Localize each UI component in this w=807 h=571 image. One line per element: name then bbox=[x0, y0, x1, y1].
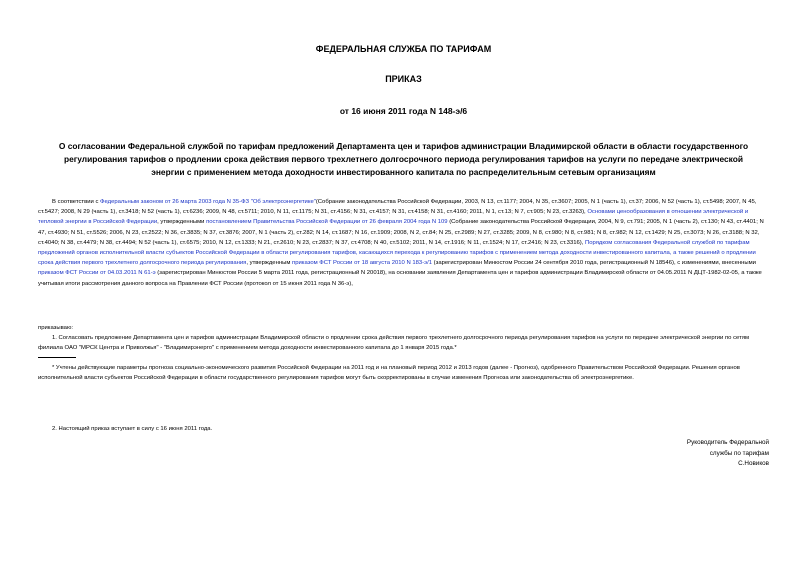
preamble-text-7: (зарегистрирован Минюстом России 5 марта 2011 года, регистрационный N 20018), на основании заявления Департамента цен и тарифов администрации Владимирской области от 04.05.2011 N ДЦТ-1982-02-05, а также учитывая итоги рассмотрения данного вопроса на Правлении ФСТ России (протокол от 15 июня 2011 года N 36-э), bbox=[38, 270, 762, 287]
fst-order-61-link[interactable]: приказом ФСТ России от 04.03.2011 N 61-э bbox=[38, 270, 156, 277]
agency-name: ФЕДЕРАЛЬНАЯ СЛУЖБА ПО ТАРИФАМ bbox=[315, 44, 492, 54]
preamble-text-5: , утвержденным bbox=[246, 260, 293, 267]
government-decree-link[interactable]: постановлением Правительства Российской Федерации от 26 февраля 2004 года N 109 bbox=[206, 219, 448, 226]
order-date-number: от 16 июня 2011 года N 148-э/6 bbox=[339, 106, 468, 116]
preamble-paragraph bbox=[38, 197, 770, 289]
law-link[interactable]: Федеральным законом от 26 марта 2003 года N 35-ФЗ "Об электроэнергетике" bbox=[100, 199, 316, 205]
signature-block bbox=[687, 438, 769, 470]
order-item-2: 2. Настоящий приказ вступает в силу с 16 июня 2011 года. bbox=[52, 426, 213, 432]
footnote-divider bbox=[38, 357, 76, 358]
approval-procedure-link[interactable]: Порядком согласования Федеральной службой по тарифам предложений органов исполнительной власти субъектов Российской Федерации в области регулирования тарифов, касающихся перехода к регулированию тарифов с применением метода доходности инвестированного капитала, а также решений о продлении срока действия первого трехлетнего долгосрочного периода регулирования bbox=[38, 239, 756, 267]
order-item-1: 1. Согласовать предложение Департамента цен и тарифов администрации Владимирской области о продлении срока действия первого трехлетнего долгосрочного периода регулирования тарифов на услуги по передаче электрической энергии по сетям филиала ОАО "МРСК Центра и Приволжья" - "Владимирэнерго" с применением метода доходности инвестированного капитала до 1 января 2015 года.* bbox=[38, 335, 750, 352]
document-type: ПРИКАЗ bbox=[385, 74, 422, 84]
fst-order-183-link[interactable]: приказом ФСТ России от 18 августа 2010 N 183-э/1 bbox=[292, 260, 433, 267]
preamble-text-3: , утвержденными bbox=[157, 219, 207, 226]
pricing-basics-link[interactable]: Основами ценообразования в отношении электрической и тепловой энергии в Российской Федерации bbox=[38, 209, 749, 226]
preamble-text-2: (Собрание законодательства Российской Федерации, 2003, N 13, ст.1177; 2004, N 35, ст.3607; 2005, N 1 (часть 1), ст.37; 2006, N 52 (часть 1), ст.5498; 2007, N 45, ст.5427; 2008, N 29 (часть 1), ст.3418; N 52 (часть 1), ст.6236; 2009, N 48, ст.5711; 2010, N 11, ст.1175; N 31, ст.4156; N 31, ст.4157; N 31, ст.4158; N 31, ст.4160; 2011, N 1, ст.13; N 7, ст.905; N 23, ст.3263), bbox=[38, 199, 757, 216]
order-title: О согласовании Федеральной службой по тарифам предложений Департамента цен и тарифов администрации Владимирской области в области государственного регулирования тарифов о продлении срока действия первого трехлетнего долгосрочного периода регулирования тарифов на услуги по передаче электрической энергии с применением метода доходности инвестированного капитала по распределительным сетевым организациям bbox=[58, 141, 749, 177]
order-keyword: приказываю: bbox=[38, 325, 74, 331]
signature-position: Руководитель Федеральной bbox=[686, 439, 769, 446]
preamble-text-4: (Собрание законодательства Российской Федерации, 2004, N 9, ст.791; 2005, N 1 (часть 2), ст.130; N 43, ст.4401; N 47, ст.4930; N 51, ст.5526; 2006, N 23, ст.2522; N 36, ст.3835; N 37, ст.3876; 2007, N 1 (часть 2), ст.282; N 14, ст.1687; N 16, ст.1909; 2008, N 2, ст.84; N 25, ст.2989; N 27, ст.3285; 2009, N 8, ст.980; N 8, ст.981; N 8, ст.982; N 12, ст.1429; N 25, ст.3073; N 26, ст.3188; N 32, ст.4040; N 38, ст.4479; N 38, ст.4494; N 52 (часть 1), ст.6575; 2010, N 12, ст.1333; N 21, ст.2610; N 23, ст.2837; N 37, ст.4708; N 40, ст.5102; 2011, N 14, ст.1916; N 11, ст.1524; N 17, ст.2416; N 23, ст.3316), bbox=[38, 219, 764, 246]
signature-organization: службы по тарифам bbox=[709, 449, 769, 457]
preamble-text-1: В соответствии с bbox=[52, 199, 101, 205]
signature-name: С.Новиков bbox=[738, 460, 769, 467]
preamble-text-6: (зарегистрирован Минюстом России 24 сентября 2010 года, регистрационный N 18546), с изменениями, внесенными bbox=[432, 260, 756, 267]
footnote: * Учтены действующие параметры прогноза социально-экономического развития Российской Федерации на 2011 год и на плановый период 2012 и 2013 годов (далее - Прогноз), одобренного Правительством Российской Федерации. Решения органов исполнительной власти субъектов Российской Федерации в области государственного регулирования тарифов могут быть скорректированы в случае изменения Прогноза или законодательства об электроэнергетике. bbox=[38, 365, 740, 382]
